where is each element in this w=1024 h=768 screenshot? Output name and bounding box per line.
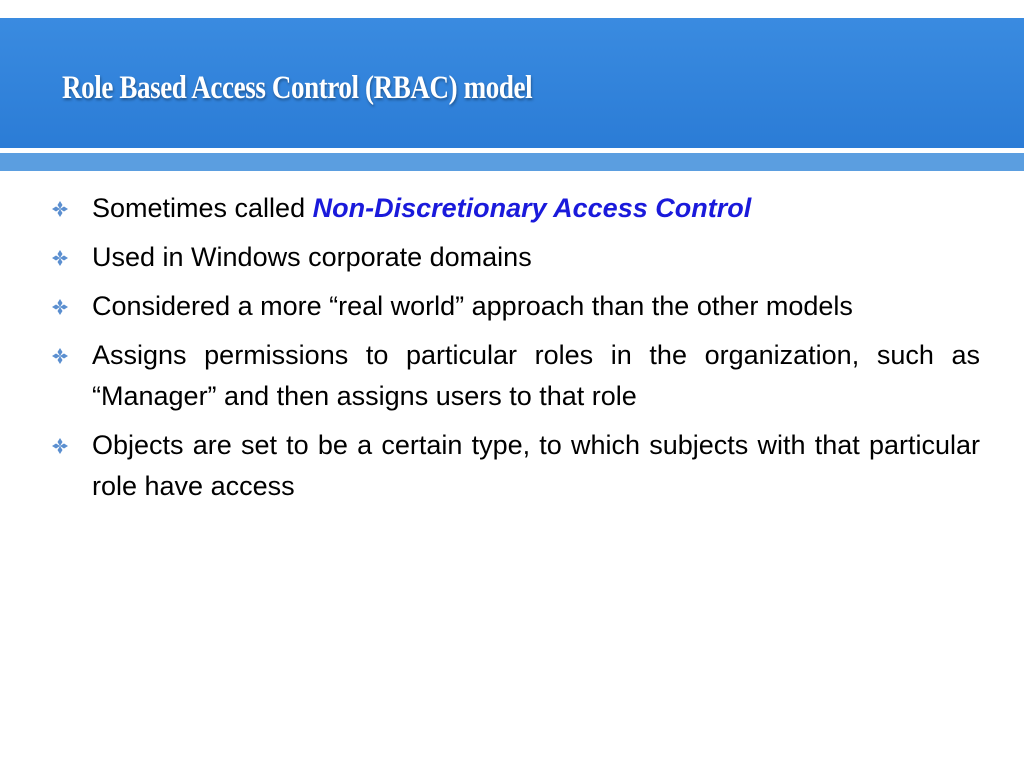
bullet-prefix-text: Sometimes called xyxy=(92,193,313,223)
four-diamond-bullet-icon xyxy=(52,299,68,315)
list-item xyxy=(52,286,980,327)
title-bar xyxy=(0,18,1024,148)
slide-title: Role Based Access Control (RBAC) model xyxy=(62,70,533,106)
bullet-text: Objects are set to be a certain type, to which subjects with that particular role have access xyxy=(92,430,980,501)
bullet-text: Considered a more “real world” approach than the other models xyxy=(92,291,853,321)
four-diamond-bullet-icon xyxy=(52,438,68,454)
header-divider xyxy=(0,153,1024,171)
bullet-text: Assigns permissions to particular roles in the organization, such as “Manager” and then assigns users to that role xyxy=(92,340,980,411)
four-diamond-bullet-icon xyxy=(52,201,68,217)
list-item xyxy=(52,335,980,417)
emphasis-text: Non-Discretionary Access Control xyxy=(312,193,752,223)
list-item xyxy=(52,188,980,229)
bullet-text: Used in Windows corporate domains xyxy=(92,242,532,272)
list-item xyxy=(52,237,980,278)
bullet-list xyxy=(52,188,980,515)
list-item xyxy=(52,425,980,507)
four-diamond-bullet-icon xyxy=(52,250,68,266)
top-strip xyxy=(0,0,1024,18)
four-diamond-bullet-icon xyxy=(52,348,68,364)
